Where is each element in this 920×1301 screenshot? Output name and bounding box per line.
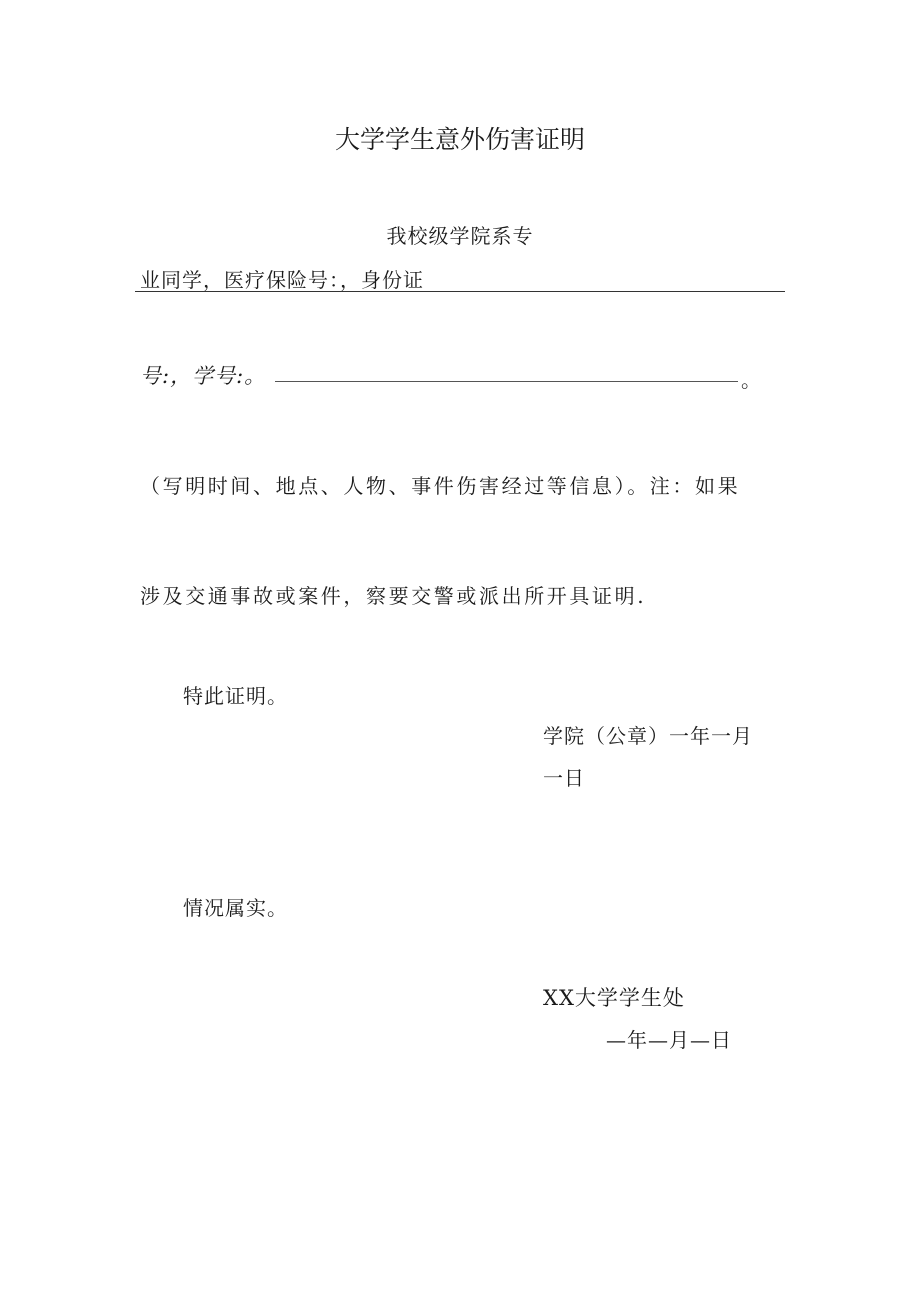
college-seal-date: 学院（公章）一年一月 <box>543 724 753 748</box>
fill-in-blank <box>275 381 738 382</box>
instruction-paragraph-line-2: 涉及交通事故或案件，察要交警或派出所开具证明. <box>140 584 647 608</box>
underline-rule <box>135 291 785 292</box>
certify-statement: 特此证明。 <box>183 684 288 708</box>
instruction-paragraph-line-1: （写明时间、地点、人物、事件伤害经过等信息）。注：如果 <box>140 474 741 498</box>
intro-line-1: 我校级学院系专 <box>386 224 534 248</box>
verified-statement: 情况属实。 <box>183 896 288 920</box>
student-office-name: XX大学学生处 <box>543 986 685 1010</box>
document-title: 大学学生意外伤害证明 <box>334 125 585 154</box>
college-seal-day: 一日 <box>543 766 585 790</box>
blank-end-mark: 。 <box>741 368 761 392</box>
intro-line-3: 号:，学号:。 <box>140 364 267 388</box>
student-office-date: —年—月—日 <box>606 1028 732 1052</box>
intro-line-2: 业同学，医疗保险号：，身份证 <box>140 268 424 292</box>
